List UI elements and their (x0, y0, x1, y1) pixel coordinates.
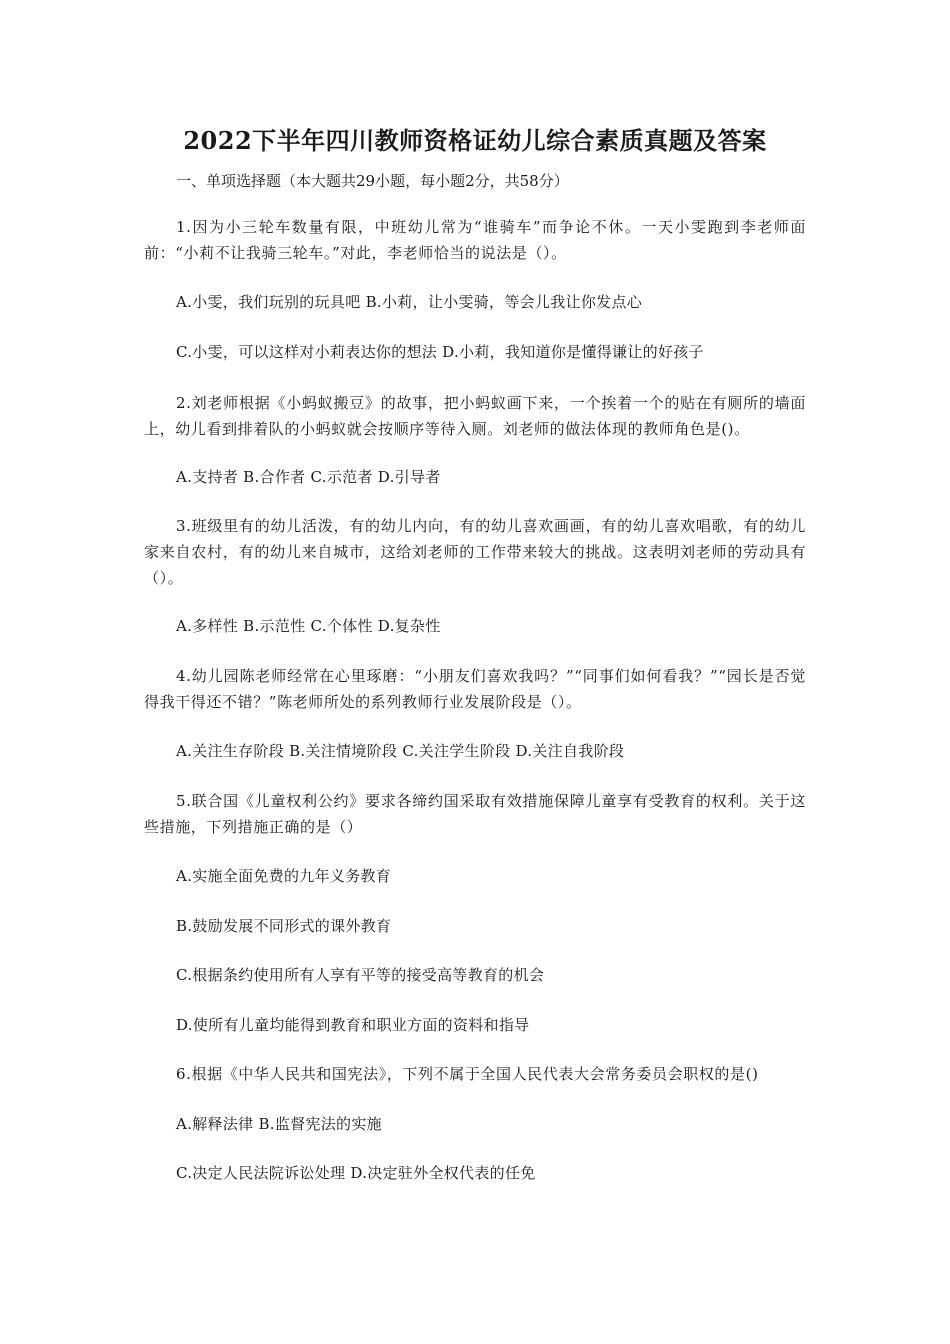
question-4-options-row-1: A.关注生存阶段 B.关注情境阶段 C.关注学生阶段 D.关注自我阶段 (176, 742, 625, 760)
question-1-stem: 1.因为小三轮车数量有限，中班幼儿常为“谁骑车”而争论不休。一天小雯跑到李老师面前：“小莉不让我骑三轮车。”对此，李老师恰当的说法是（）。 (144, 218, 806, 262)
question-1-options-row-1: A.小雯，我们玩别的玩具吧 B.小莉，让小雯骑，等会儿我让你发点心 (176, 293, 643, 311)
question-6-options-row-1: A.解释法律 B.监督宪法的实施 (176, 1115, 382, 1133)
question-2-options-row-1: A.支持者 B.合作者 C.示范者 D.引导者 (176, 468, 441, 486)
question-5-option-d: D.使所有儿童均能得到教育和职业方面的资料和指导 (176, 1016, 530, 1034)
question-3-options-row-1: A.多样性 B.示范性 C.个体性 D.复杂性 (176, 617, 441, 635)
question-1-options-row-2: C.小雯，可以这样对小莉表达你的想法 D.小莉，我知道你是懂得谦让的好孩子 (176, 343, 704, 361)
question-2-stem: 2.刘老师根据《小蚂蚁搬豆》的故事，把小蚂蚁画下来，一个挨着一个的贴在有厕所的墙面上，幼儿看到排着队的小蚂蚁就会按顺序等待入厕。刘老师的做法体现的教师角色是()。 (144, 394, 806, 438)
question-3-stem: 3.班级里有的幼儿活泼，有的幼儿内向，有的幼儿喜欢画画，有的幼儿喜欢唱歌，有的幼儿家来自农村，有的幼儿来自城市，这给刘老师的工作带来较大的挑战。这表明刘老师的劳动具有（）。 (144, 517, 806, 587)
question-5-stem: 5.联合国《儿童权利公约》要求各缔约国采取有效措施保障儿童享有受教育的权利。关于这些措施，下列措施正确的是（） (144, 792, 806, 836)
question-6-options-row-2: C.决定人民法院诉讼处理 D.决定驻外全权代表的任免 (176, 1164, 536, 1182)
question-6-stem: 6.根据《中华人民共和国宪法》，下列不属于全国人民代表大会常务委员会职权的是() (176, 1065, 759, 1083)
question-5-option-c: C.根据条约使用所有人享有平等的接受高等教育的机会 (176, 966, 545, 984)
question-4-stem: 4.幼儿园陈老师经常在心里琢磨：“小朋友们喜欢我吗？”“同事们如何看我？”“园长是否觉得我干得还不错？”陈老师所处的系列教师行业发展阶段是（）。 (144, 667, 806, 711)
question-5-option-b: B.鼓励发展不同形式的课外教育 (176, 917, 392, 935)
section-heading: 一、单项选择题（本大题共29小题，每小题2分，共58分） (176, 172, 569, 190)
document-title: 2022下半年四川教师资格证幼儿综合素质真题及答案 (183, 126, 767, 155)
question-5-option-a: A.实施全面免费的九年义务教育 (176, 867, 392, 885)
